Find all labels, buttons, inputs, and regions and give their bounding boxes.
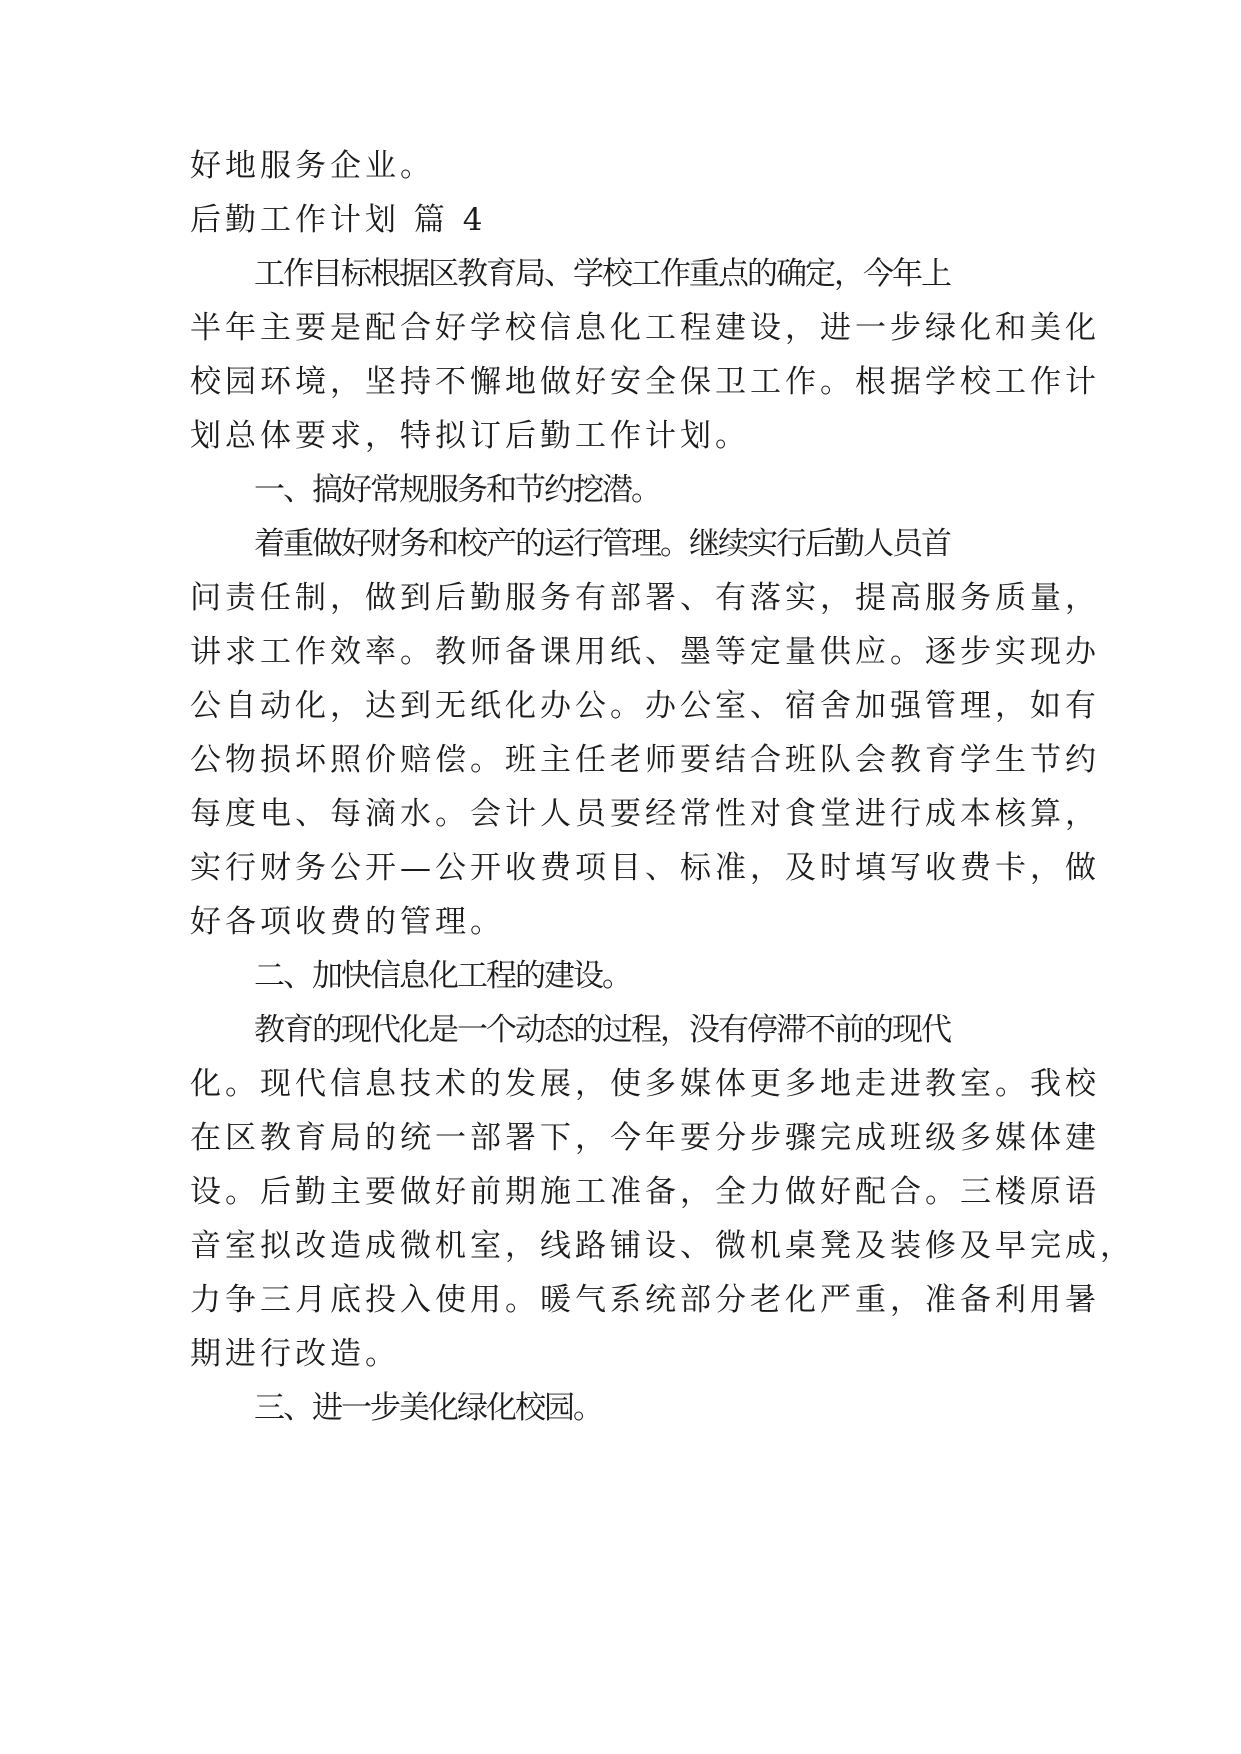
text-line: 实行财务公开—公开收费项目、标准，及时填写收费卡，做	[190, 850, 1100, 886]
text-line: 好各项收费的管理。	[190, 904, 505, 940]
text-line: 校园环境，坚持不懈地做好安全保卫工作。根据学校工作计	[190, 364, 1100, 400]
text-line: 化。现代信息技术的发展，使多媒体更多地走进教室。我校	[190, 1066, 1100, 1102]
subheading: 二、加快信息化工程的建设。	[254, 958, 631, 994]
text-line: 公自动化，达到无纸化办公。办公室、宿舍加强管理，如有	[190, 688, 1100, 724]
text-line: 好地服务企业。	[190, 148, 435, 184]
text-line: 教育的现代化是一个动态的过程，没有停滞不前的现代	[254, 1012, 950, 1048]
subheading: 三、进一步美化绿化校园。	[254, 1390, 602, 1426]
text-line: 在区教育局的统一部署下，今年要分步骤完成班级多媒体建	[190, 1120, 1100, 1156]
text-line: 公物损坏照价赔偿。班主任老师要结合班队会教育学生节约	[190, 742, 1100, 778]
text-line: 音室拟改造成微机室，线路铺设、微机桌凳及装修及早完成，	[190, 1228, 1135, 1264]
subheading: 一、搞好常规服务和节约挖潜。	[254, 472, 660, 508]
text-line: 期进行改造。	[190, 1336, 400, 1372]
text-line: 讲求工作效率。教师备课用纸、墨等定量供应。逐步实现办	[190, 634, 1100, 670]
text-line: 半年主要是配合好学校信息化工程建设，进一步绿化和美化	[190, 310, 1100, 346]
text-line: 划总体要求，特拟订后勤工作计划。	[190, 418, 750, 454]
text-line: 力争三月底投入使用。暖气系统部分老化严重，准备利用暑	[190, 1282, 1100, 1318]
text-line: 设。后勤主要做好前期施工准备，全力做好配合。三楼原语	[190, 1174, 1100, 1210]
text-line: 问责任制，做到后勤服务有部署、有落实，提高服务质量，	[190, 580, 1100, 616]
section-heading: 后勤工作计划 篇 4	[190, 202, 487, 238]
text-line: 工作目标根据区教育局、学校工作重点的确定，今年上	[254, 256, 950, 292]
text-line: 着重做好财务和校产的运行管理。继续实行后勤人员首	[254, 526, 950, 562]
text-line: 每度电、每滴水。会计人员要经常性对食堂进行成本核算，	[190, 796, 1100, 832]
